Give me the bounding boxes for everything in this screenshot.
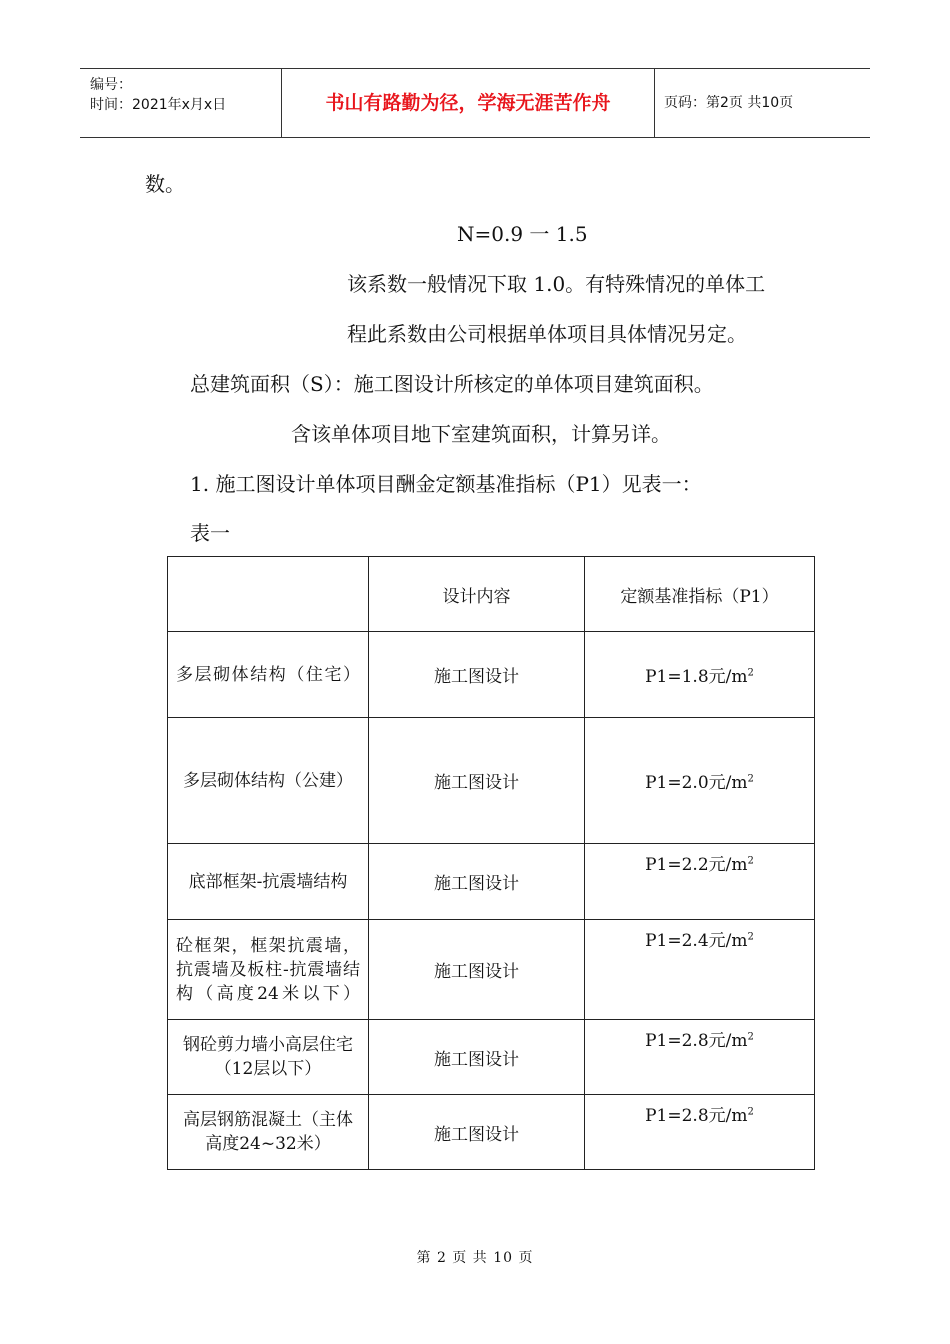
table-row bbox=[168, 920, 815, 1020]
structure-type: 高层钢筋混凝土（主体高度24~32米） bbox=[183, 1110, 353, 1154]
design-content: 施工图设计 bbox=[369, 1020, 585, 1095]
header-cell: 定额基准指标（P1） bbox=[585, 557, 815, 632]
design-content: 施工图设计 bbox=[369, 920, 585, 1020]
table-row bbox=[168, 1095, 815, 1170]
fee-value: P1=2.4元$/m^2$ bbox=[585, 920, 815, 1020]
fee-value: P1=2.0元$/m^2$ bbox=[585, 718, 815, 844]
area-definition-1: 总建筑面积（S）：施工图设计所核定的单体项目建筑面积。 bbox=[190, 372, 714, 396]
fee-value: P1=2.8元$/m^2$ bbox=[585, 1020, 815, 1095]
table-row bbox=[168, 1020, 815, 1095]
design-content: 施工图设计 bbox=[369, 718, 585, 844]
structure-type: 多层砌体结构（公建） bbox=[183, 770, 353, 791]
table-row bbox=[168, 632, 815, 718]
structure-type: 多层砌体结构（住宅） bbox=[176, 664, 360, 685]
structure-type: 钢砼剪力墙小高层住宅（12层以下） bbox=[183, 1035, 353, 1079]
design-content: 施工图设计 bbox=[369, 844, 585, 920]
structure-type: 底部框架-抗震墙结构 bbox=[188, 871, 348, 892]
table-row bbox=[168, 718, 815, 844]
table-row bbox=[168, 844, 815, 920]
header-divider bbox=[654, 69, 655, 137]
page-footer: 第 2 页 共 10 页 bbox=[416, 1250, 534, 1266]
fee-value: P1=1.8元$/m^2$ bbox=[585, 632, 815, 718]
body-line: 数。 bbox=[145, 172, 185, 196]
table-caption: 表一 bbox=[190, 521, 230, 545]
table-header-row bbox=[168, 557, 815, 632]
header-cell: 设计内容 bbox=[369, 557, 585, 632]
header-meta bbox=[90, 75, 226, 115]
fee-table bbox=[167, 556, 815, 1170]
item-heading: 1. 施工图设计单体项目酬金定额基准指标（P1）见表一： bbox=[190, 472, 702, 496]
design-content: 施工图设计 bbox=[369, 1095, 585, 1170]
note-line-2: 程此系数由公司根据单体项目具体情况另定。 bbox=[347, 322, 747, 346]
note-line-1: 该系数一般情况下取 1.0。有特殊情况的单体工 bbox=[347, 272, 766, 296]
fee-value: P1=2.2元$/m^2$ bbox=[585, 844, 815, 920]
page-header bbox=[80, 68, 870, 138]
fee-value: P1=2.8元$/m^2$ bbox=[585, 1095, 815, 1170]
design-content: 施工图设计 bbox=[369, 632, 585, 718]
area-definition-2: 含该单体项目地下室建筑面积，计算另详。 bbox=[291, 422, 671, 446]
serial-label: 编号： bbox=[90, 77, 132, 93]
structure-type: 砼框架，框架抗震墙，抗震墙及板柱-抗震墙结构（高度24米以下） bbox=[176, 935, 360, 1004]
header-motto: 书山有路勤为径，学海无涯苦作舟 bbox=[325, 92, 611, 114]
formula: N=0.9 一 1.5 bbox=[457, 222, 588, 246]
header-cell bbox=[168, 557, 369, 632]
header-page-info: 页码：第2页 共10页 bbox=[664, 95, 794, 111]
time-label: 时间：2021年x月x日 bbox=[90, 97, 227, 113]
